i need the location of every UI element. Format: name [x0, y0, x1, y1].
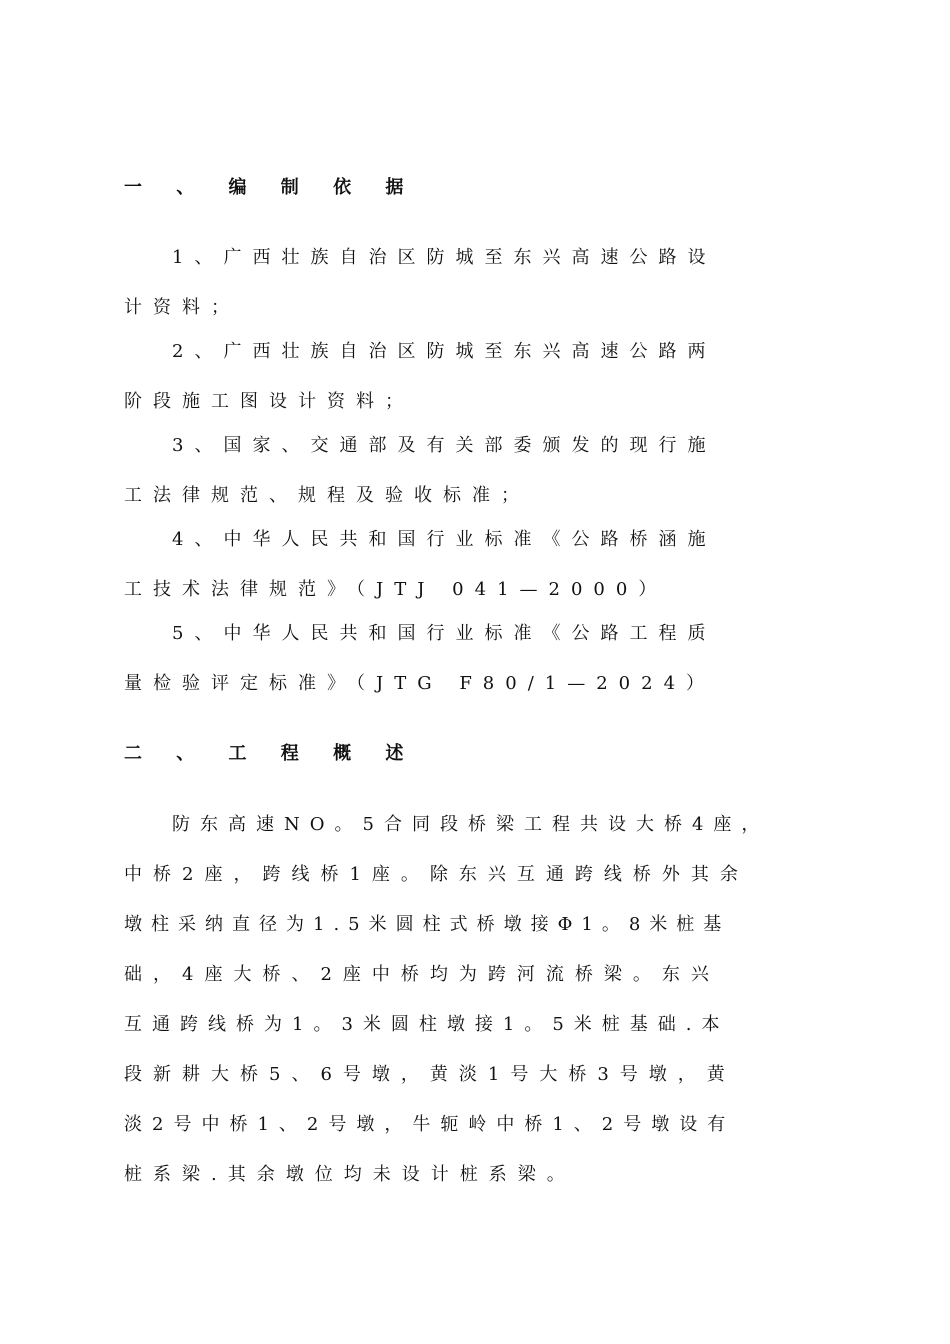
- basis-item-5-line-2: 量检验评定标准》（JTG F80/1—2024）: [124, 673, 716, 694]
- overview-line-8: 桩系梁.其余墩位均未设计桩系梁。: [124, 1164, 576, 1185]
- basis-item-1-line-1: 1、广西壮族自治区防城至东兴高速公路设: [172, 247, 717, 268]
- basis-item-5-line-1: 5、中华人民共和国行业标准《公路工程质: [172, 623, 717, 644]
- basis-item-4-line-1: 4、中华人民共和国行业标准《公路桥涵施: [172, 529, 717, 550]
- basis-item-4-line-2: 工技术法律规范》（JTJ 041—2000）: [124, 579, 668, 600]
- overview-line-2: 中桥2座，跨线桥1座。除东兴互通跨线桥外其余: [124, 864, 749, 885]
- overview-line-4: 础，4座大桥、2座中桥均为跨河流桥梁。东兴: [124, 964, 720, 985]
- basis-item-2-line-1: 2、广西壮族自治区防城至东兴高速公路两: [172, 341, 717, 362]
- basis-item-3-line-2: 工法律规范、规程及验收标准；: [124, 485, 530, 506]
- overview-line-3: 墩柱采纳直径为1.5米圆柱式桥墩接Φ1。8米桩基: [124, 914, 731, 935]
- basis-item-1-line-2: 计资料；: [124, 297, 240, 318]
- overview-line-6: 段新耕大桥5、6号墩，黄淡1号大桥3号墩，黄: [124, 1064, 736, 1085]
- basis-item-2-line-2: 阶段施工图设计资料；: [124, 391, 414, 412]
- overview-line-5: 互通跨线桥为1。3米圆柱墩接1。5米桩基础.本: [124, 1014, 730, 1035]
- overview-line-7: 淡2号中桥1、2号墩，牛轭岭中桥1、2号墩设有: [124, 1114, 736, 1135]
- basis-item-3-line-1: 3、国家、交通部及有关部委颁发的现行施: [172, 435, 717, 456]
- section-heading-2: 二 、 工 程 概 述: [124, 743, 418, 764]
- overview-line-1: 防东高速NO。5合同段桥梁工程共设大桥4座，: [172, 814, 770, 835]
- section-heading-1: 一 、 编 制 依 据: [124, 177, 418, 198]
